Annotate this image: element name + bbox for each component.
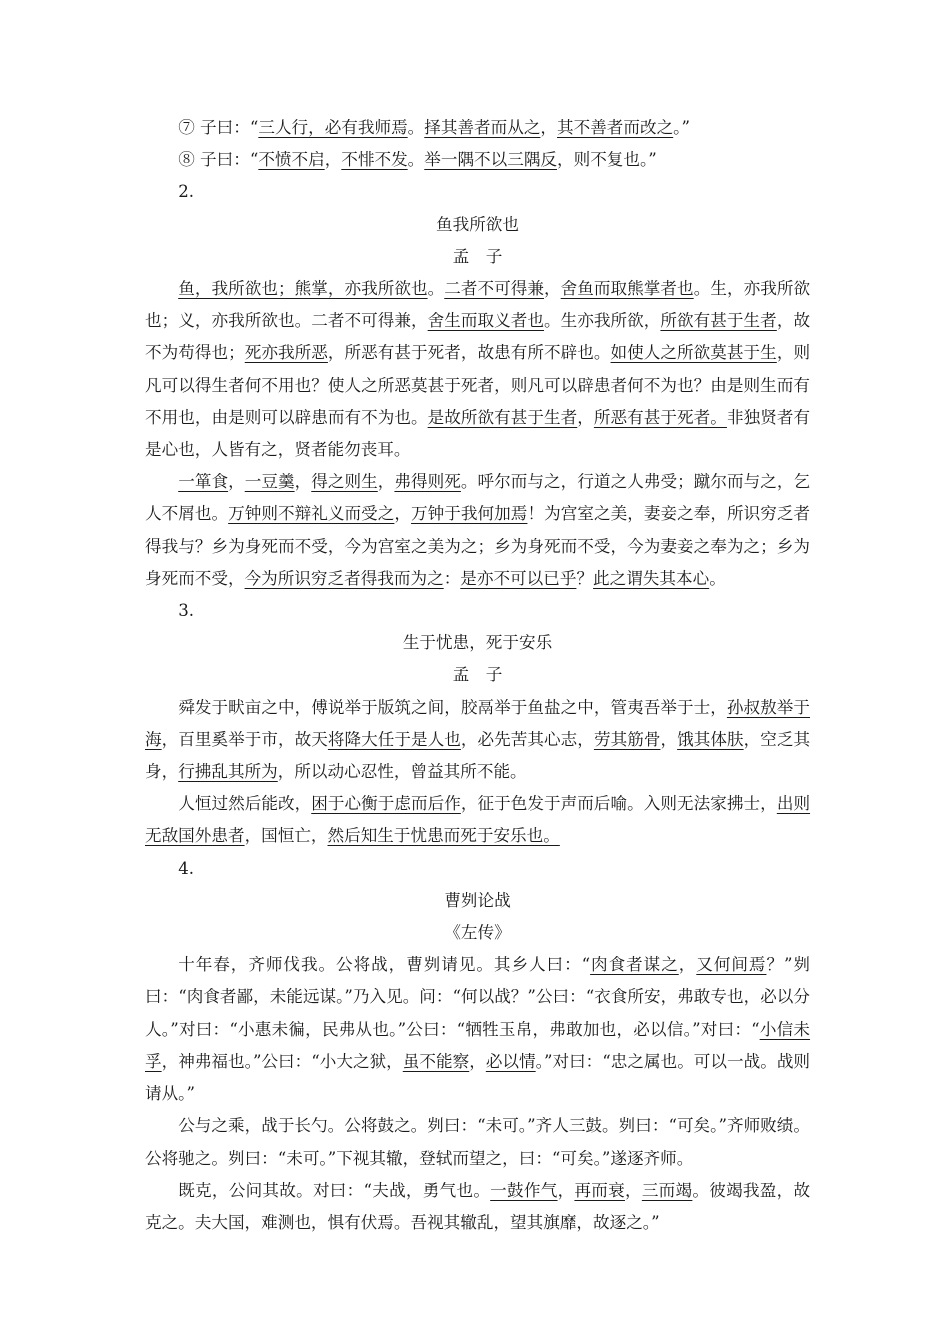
paragraph: 人恒过然后能改，困于心衡于虑而后作，征于色发于声而后喻。入则无法家拂士，出则无敌国外患者，国恒亡，然后知生于忧患而死于安乐也。 — [145, 794, 811, 846]
analects-line-8: ⑧ 子曰：“不愤不启，不悱不发。举一隅不以三隅反，则不复也。” — [178, 150, 657, 170]
section-author: 孟 子 — [452, 665, 503, 685]
section-title: 生于忧患，死于安乐 — [402, 633, 553, 653]
section-number: 4. — [178, 858, 195, 878]
section-author: 《左传》 — [444, 923, 511, 943]
section-number: 2. — [178, 182, 195, 202]
paragraph: 鱼，我所欲也；熊掌，亦我所欲也。二者不可得兼，舍鱼而取熊掌者也。生，亦我所欲也；义，亦我所欲也。二者不可得兼，舍生而取义者也。生亦我所欲，所欲有甚于生者，故不为苟得也；死亦我所恶，所恶有甚于死者，故患有所不辟也。如使人之所欲莫甚于生，则凡可以得生者何不用也？使人之所恶莫甚于死者，则凡可以辟患者何不为也？由是则生而有不用也，由是则可以辟患而有不为也。是故所欲有甚于生者，所恶有甚于死者。非独贤者有是心也，人皆有之，贤者能勿丧耳。 — [145, 279, 811, 460]
paragraph: 十年春，齐师伐我。公将战，曹刿请见。其乡人曰：“肉食者谋之，又何间焉？”刿曰：“肉食者鄙，未能远谋。”乃入见。问：“何以战？”公曰：“衣食所安，弗敢专也，必以分人。”对曰：“小惠未徧，民弗从也。”公曰：“牺牲玉帛，弗敢加也，必以信。”对曰：“小信未孚，神弗福也。”公曰：“小大之狱，虽不能察，必以情。”对曰：“忠之属也。可以一战。战则请从。” — [145, 955, 811, 1104]
section-author: 孟 子 — [452, 246, 503, 266]
paragraph: 一箪食，一豆羹，得之则生，弗得则死。呼尔而与之，行道之人弗受；蹴尔而与之，乞人不屑也。万钟则不辩礼义而受之，万钟于我何加焉！为宫室之美，妻妾之奉，所识穷乏者得我与？乡为身死而不受，今为宫室之美为之；乡为身死而不受，今为妻妾之奉为之；乡为身死而不受，今为所识穷乏者得我而为之：是亦不可以已乎？此之谓失其本心。 — [145, 472, 811, 588]
section-number: 3. — [178, 601, 195, 621]
paragraph: 公与之乘，战于长勺。公将鼓之。刿曰：“未可。”齐人三鼓。刿曰：“可矣。”齐师败绩。公将驰之。刿曰：“未可。”下视其辙，登轼而望之，曰：“可矣。”遂逐齐师。 — [145, 1116, 810, 1168]
paragraph: 既克，公问其故。对曰：“夫战，勇气也。一鼓作气，再而衰，三而竭。彼竭我盈，故克之。夫大国，难测也，惧有伏焉。吾视其辙乱，望其旗靡，故逐之。” — [145, 1180, 811, 1232]
analects-line-7: ⑦ 子曰：“三人行，必有我师焉。择其善者而从之，其不善者而改之。” — [178, 118, 690, 137]
section-title: 曹刿论战 — [444, 890, 511, 910]
paragraph: 舜发于畎亩之中，傅说举于版筑之间，胶鬲举于鱼盐之中，管夷吾举于士，孙叔敖举于海，百里奚举于市，故天将降大任于是人也，必先苦其心志，劳其筋骨，饿其体肤，空乏其身，行拂乱其所为，所以动心忍性，曾益其所不能。 — [145, 697, 811, 782]
section-title: 鱼我所欲也 — [436, 214, 519, 234]
